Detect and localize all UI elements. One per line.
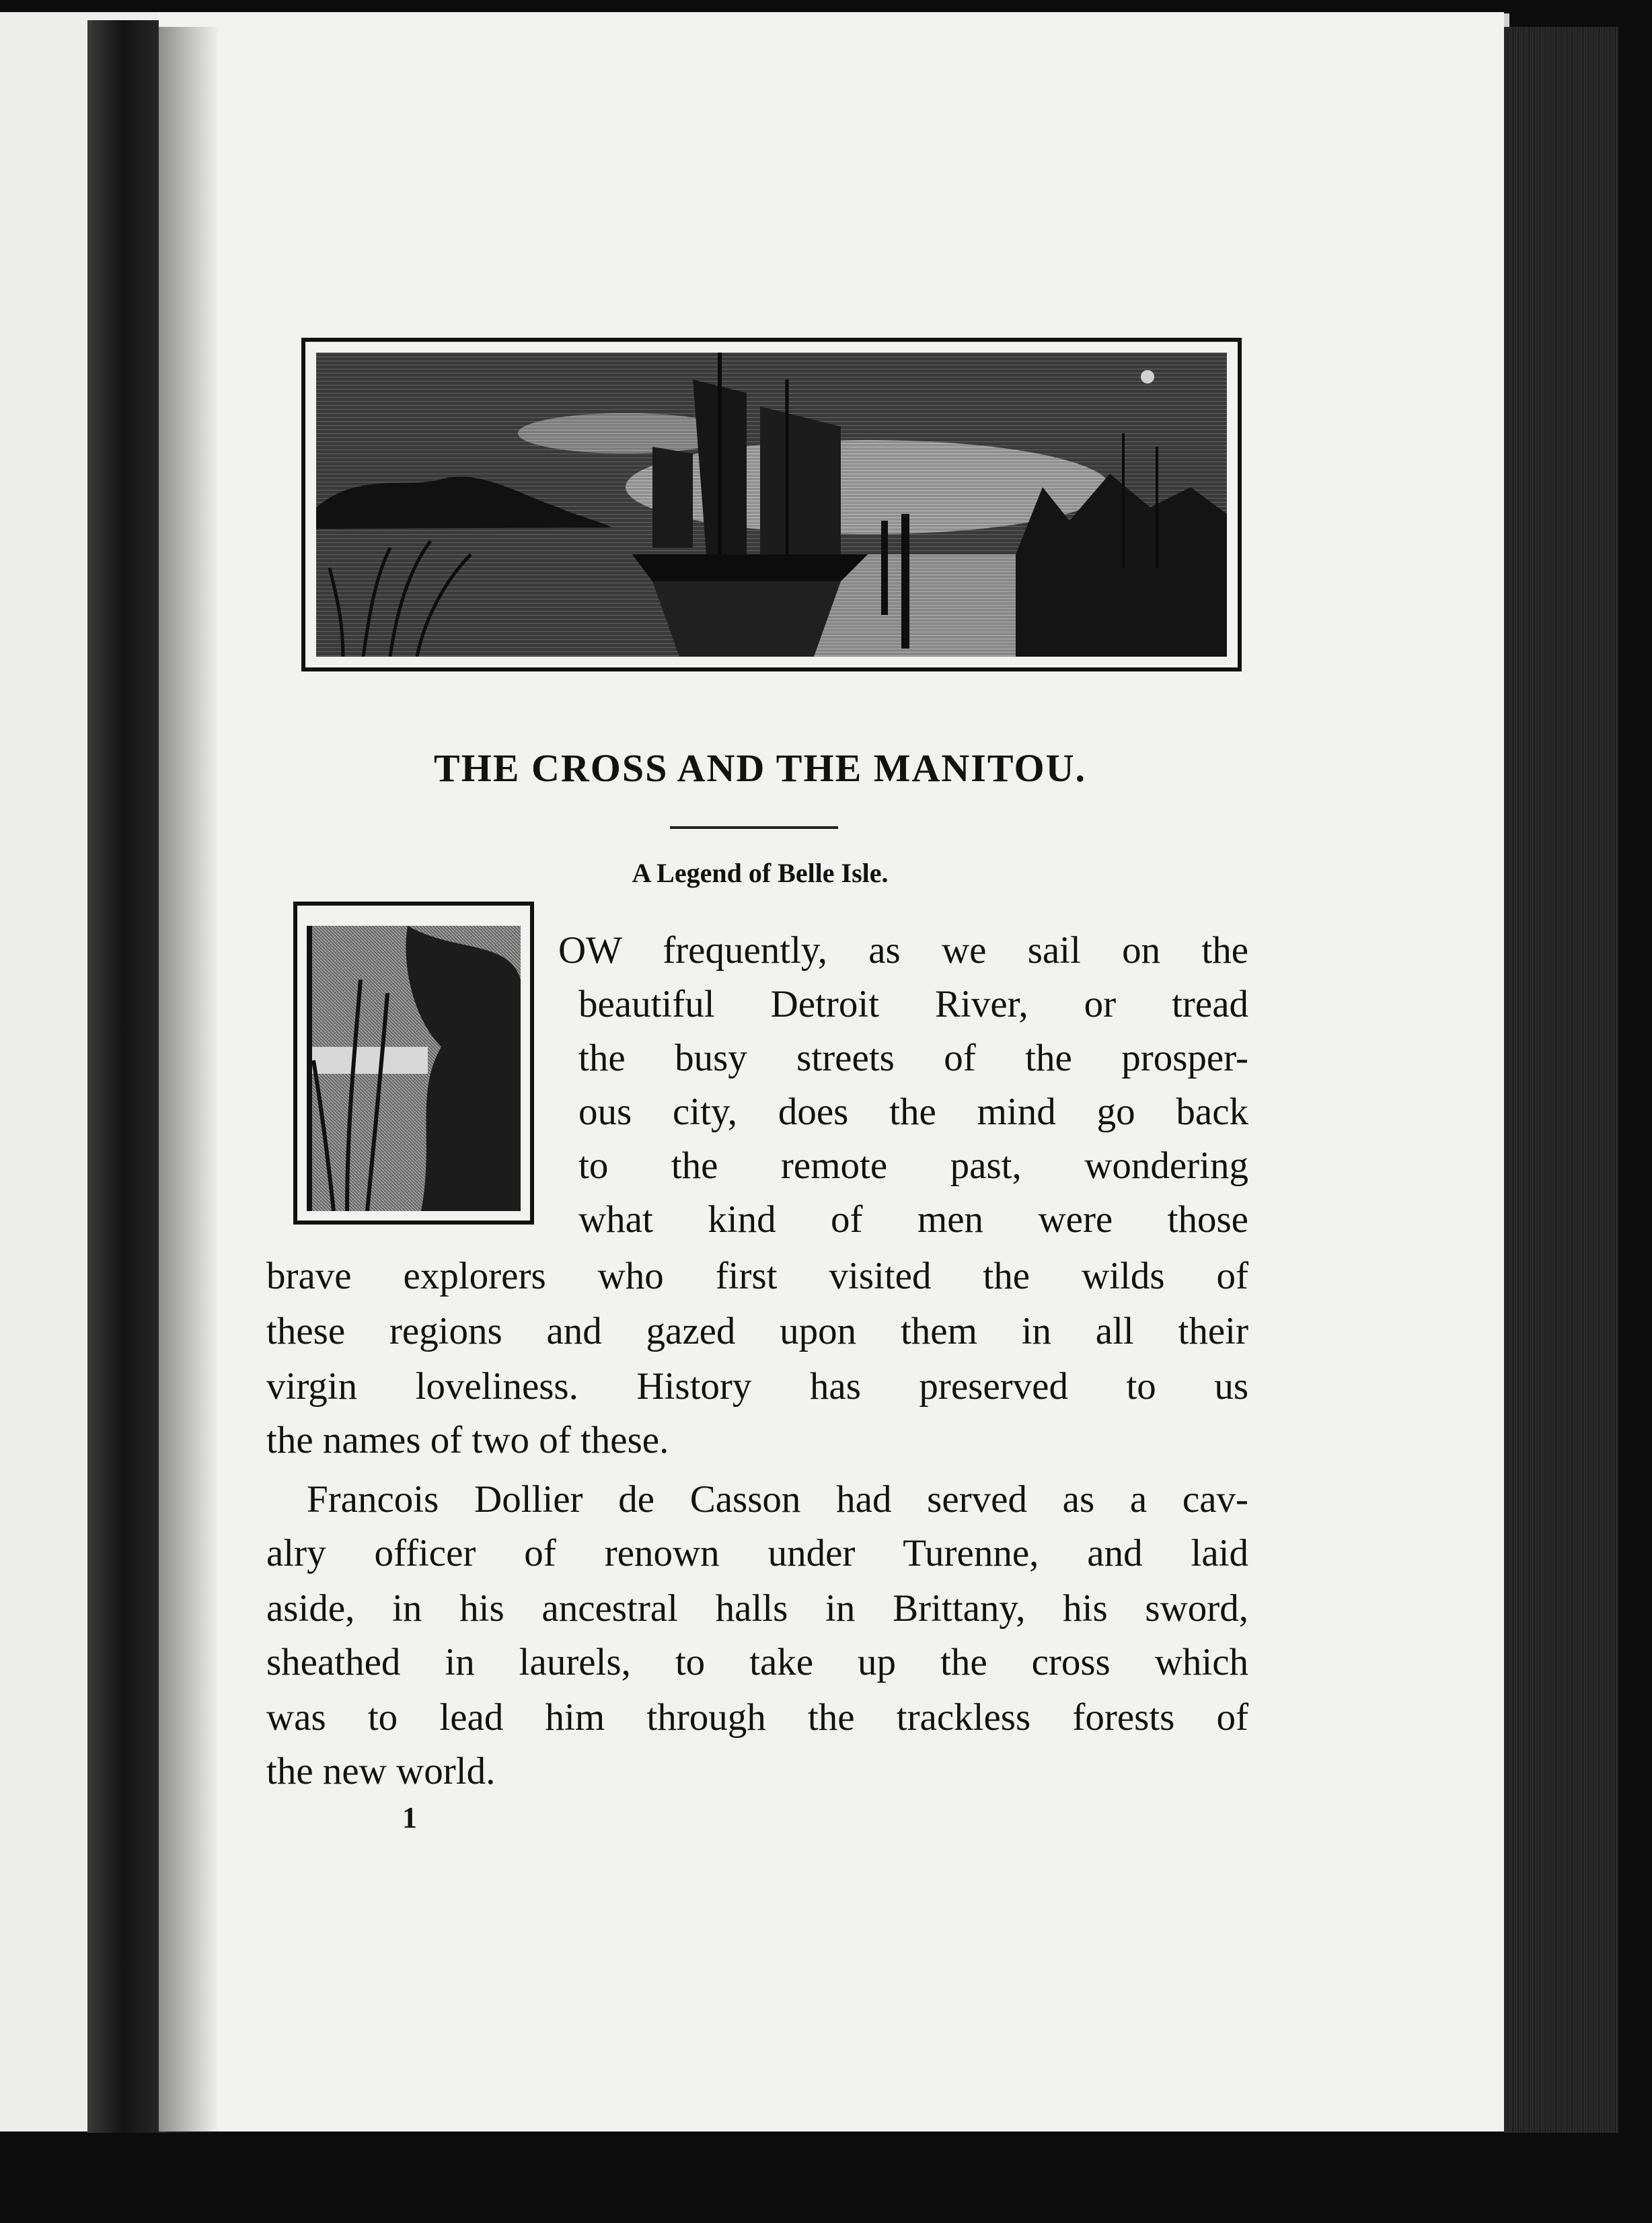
text-line: OW frequently, as we sail on the [558,929,1248,972]
text-line: alry officer of renown under Turenne, and laid [266,1532,1248,1574]
text-line: virgin loveliness. History has preserved to us [266,1365,1248,1408]
text-line: ous city, does the mind go back [578,1091,1248,1133]
page-stack-edges [1504,27,1618,2133]
text-line: aside, in his ancestral halls in Brittany, his sword, [266,1587,1248,1630]
page-number: 1 [402,1801,417,1834]
text-line: the new world. [266,1750,496,1792]
text-line: brave explorers who first visited the wilds of [266,1255,1248,1297]
drop-cap-h-landscape [307,926,521,1211]
text-line: to the remote past, wondering [578,1144,1248,1187]
text-line: Francois Dollier de Casson had served as a cav- [307,1478,1248,1521]
text-line: was to lead him through the trackless forests of [266,1696,1248,1739]
gutter-shadow [159,27,219,2133]
chapter-title: THE CROSS AND THE MANITOU. [433,746,1086,790]
text-line: the busy streets of the prosper- [578,1037,1248,1079]
text-line: these regions and gazed upon them in all their [266,1310,1248,1352]
drop-cap-illustration [293,902,534,1225]
text-line: the names of two of these. [266,1419,669,1461]
text-line: beautiful Detroit River, or tread [578,983,1248,1025]
header-engraving [301,338,1242,671]
title-divider [670,826,838,829]
chapter-subtitle: A Legend of Belle Isle. [632,858,889,888]
text-line: what kind of men were those [578,1198,1248,1241]
river-ship-illustration [316,353,1227,657]
book-gutter [87,20,167,2133]
text-line: sheathed in laurels, to take up the cross which [266,1641,1248,1683]
